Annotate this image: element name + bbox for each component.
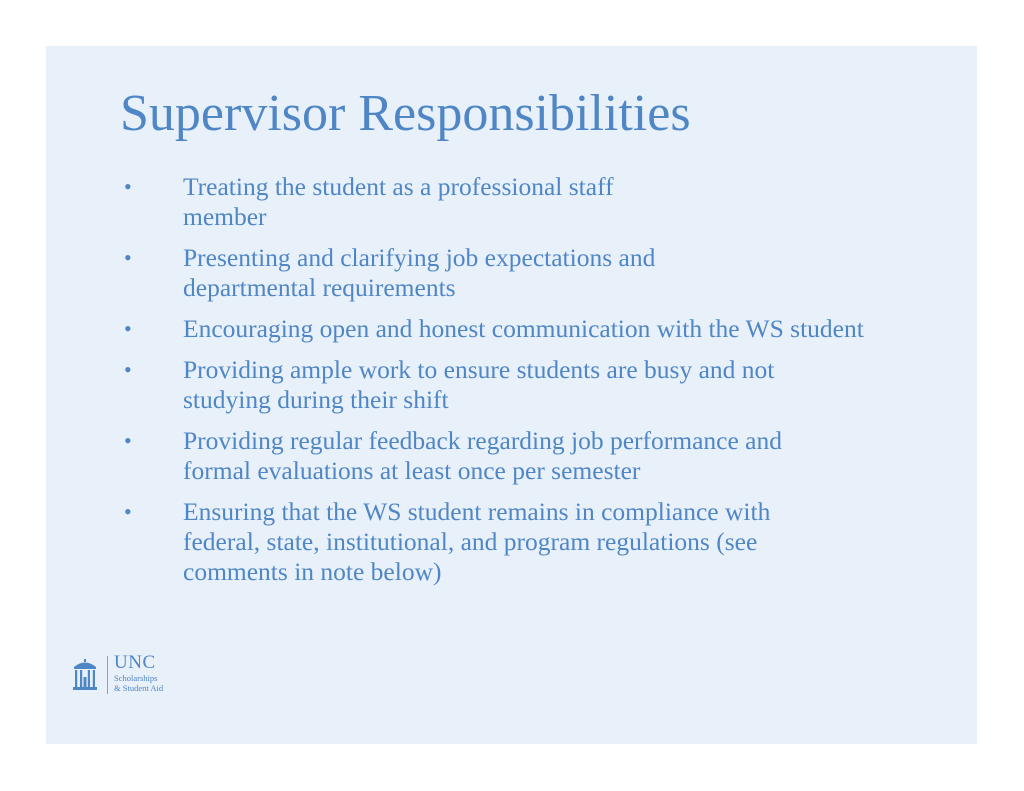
bullet-item	[124, 314, 924, 344]
logo-subtitle-line2: & Student Aid	[114, 683, 164, 693]
bullet-marker: •	[124, 245, 132, 270]
bullet-item	[124, 243, 924, 303]
bullet-text: Encouraging open and honest communication with the WS student	[183, 314, 864, 343]
slide-title: Supervisor Responsibilities	[120, 85, 691, 142]
bullet-text: Providing ample work to ensure students are busy and not studying during their shift	[183, 355, 775, 414]
unc-logo	[72, 652, 192, 696]
bullet-text: Ensuring that the WS student remains in compliance with federal, state, institutional, and program regulations (see comments in note below)	[183, 497, 771, 586]
bullet-marker: •	[124, 428, 132, 453]
bullet-marker: •	[124, 357, 132, 382]
bullet-marker: •	[124, 499, 132, 524]
bullet-text: Providing regular feedback regarding job performance and formal evaluations at least once per semester	[183, 426, 783, 485]
bullet-marker: •	[124, 174, 132, 199]
bullet-item	[124, 172, 924, 232]
logo-subtitle-line1: Scholarships	[114, 673, 158, 683]
bullet-item	[124, 497, 924, 587]
bullet-text: Presenting and clarifying job expectations and departmental requirements	[183, 243, 656, 302]
bullet-item	[124, 355, 924, 415]
logo-name: UNC	[114, 652, 156, 673]
bullet-item	[124, 426, 924, 486]
bullet-text: Treating the student as a professional staff member	[183, 172, 614, 231]
slide	[46, 46, 977, 744]
logo-divider	[107, 656, 108, 694]
bullet-marker: •	[124, 316, 132, 341]
bullet-list	[124, 172, 924, 598]
old-well-icon	[72, 658, 98, 692]
